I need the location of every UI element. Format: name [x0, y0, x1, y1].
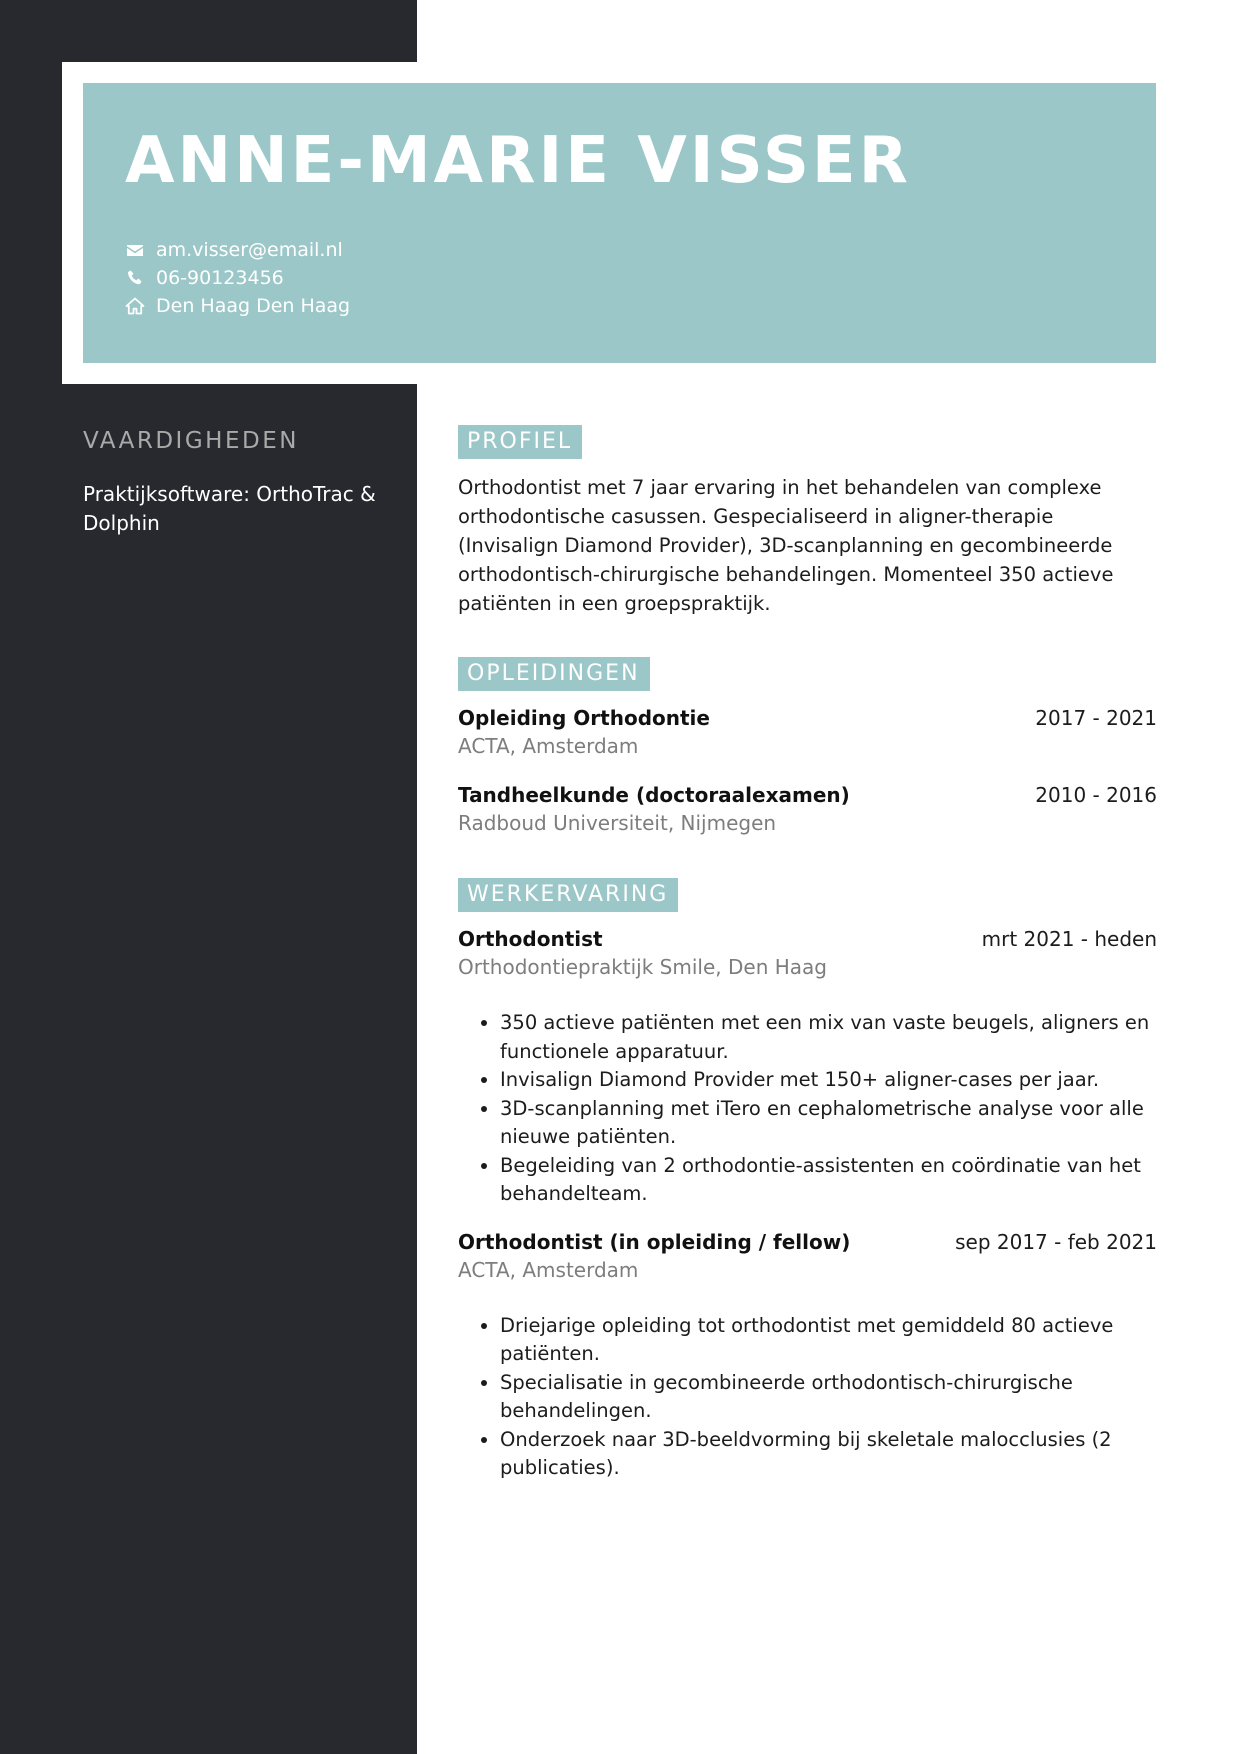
education-degree: Tandheelkunde (doctoraalexamen) [458, 783, 850, 807]
experience-section [458, 878, 1157, 1483]
education-dates: 2017 - 2021 [1035, 706, 1157, 730]
address-text: Den Haag Den Haag [156, 295, 351, 317]
education-degree: Opleiding Orthodontie [458, 706, 710, 730]
experience-employer: ACTA, Amsterdam [458, 1257, 639, 1282]
education-institution: ACTA, Amsterdam [458, 734, 639, 758]
experience-heading: WERKERVARING [458, 878, 678, 912]
experience-role: Orthodontist [458, 927, 603, 951]
experience-bullets [458, 1312, 1157, 1483]
experience-dates: sep 2017 - feb 2021 [955, 1229, 1157, 1254]
list-item: • Specialisatie in gecombineerde orthodontisch-chirurgische behandelingen. [500, 1369, 1157, 1426]
candidate-name: ANNE-MARIE VISSER [125, 124, 911, 198]
profile-section [458, 425, 1157, 618]
phone-text: 06-90123456 [156, 267, 284, 289]
experience-item [458, 925, 1157, 1209]
skills-text: Praktijksoftware: OrthoTrac & Dolphin [83, 482, 376, 535]
experience-dates: mrt 2021 - heden [981, 927, 1157, 951]
contact-list [125, 236, 350, 320]
list-item: • Onderzoek naar 3D-beeldvorming bij skeletale malocclusies (2 publicaties). [500, 1426, 1157, 1483]
experience-bullets [458, 1009, 1157, 1209]
experience-item [458, 1228, 1157, 1483]
contact-address [125, 292, 350, 320]
envelope-icon [125, 240, 145, 260]
contact-email [125, 236, 350, 264]
main-content [458, 425, 1157, 1483]
list-item: • Driejarige opleiding tot orthodontist met gemiddeld 80 actieve patiënten. [500, 1312, 1157, 1369]
profile-text: Orthodontist met 7 jaar ervaring in het behandelen van complexe orthodontische casussen. Gespecialiseerd in aligner-therapie (Invisalign Diamond Provider), 3D-scanplanning en gecombineerde orthodontisch-chirurgische behandelingen. Momenteel 350 actieve patiënten in een groepspraktijk. [458, 476, 1114, 615]
experience-employer: Orthodontiepraktijk Smile, Den Haag [458, 955, 827, 979]
education-item [458, 781, 1157, 838]
contact-phone [125, 264, 350, 292]
education-section [458, 657, 1157, 838]
email-text: am.visser@email.nl [156, 239, 343, 261]
home-icon [125, 296, 145, 316]
list-item: • 350 actieve patiënten met een mix van vaste beugels, aligners en functionele apparatuur. [500, 1009, 1157, 1066]
experience-role: Orthodontist (in opleiding / fellow) [458, 1229, 851, 1254]
skills-heading: VAARDIGHEDEN [83, 428, 299, 454]
education-institution: Radboud Universiteit, Nijmegen [458, 811, 777, 835]
header-banner [83, 83, 1156, 363]
education-heading: OPLEIDINGEN [458, 657, 650, 691]
education-dates: 2010 - 2016 [1035, 783, 1157, 807]
profile-heading: PROFIEL [458, 425, 582, 459]
list-item: • 3D-scanplanning met iTero en cephalometrische analyse voor alle nieuwe patiënten. [500, 1095, 1157, 1152]
education-item [458, 704, 1157, 761]
list-item: • Invisalign Diamond Provider met 150+ aligner-cases per jaar. [500, 1066, 1157, 1095]
phone-icon [125, 268, 145, 288]
list-item: • Begeleiding van 2 orthodontie-assistenten en coördinatie van het behandelteam. [500, 1152, 1157, 1209]
